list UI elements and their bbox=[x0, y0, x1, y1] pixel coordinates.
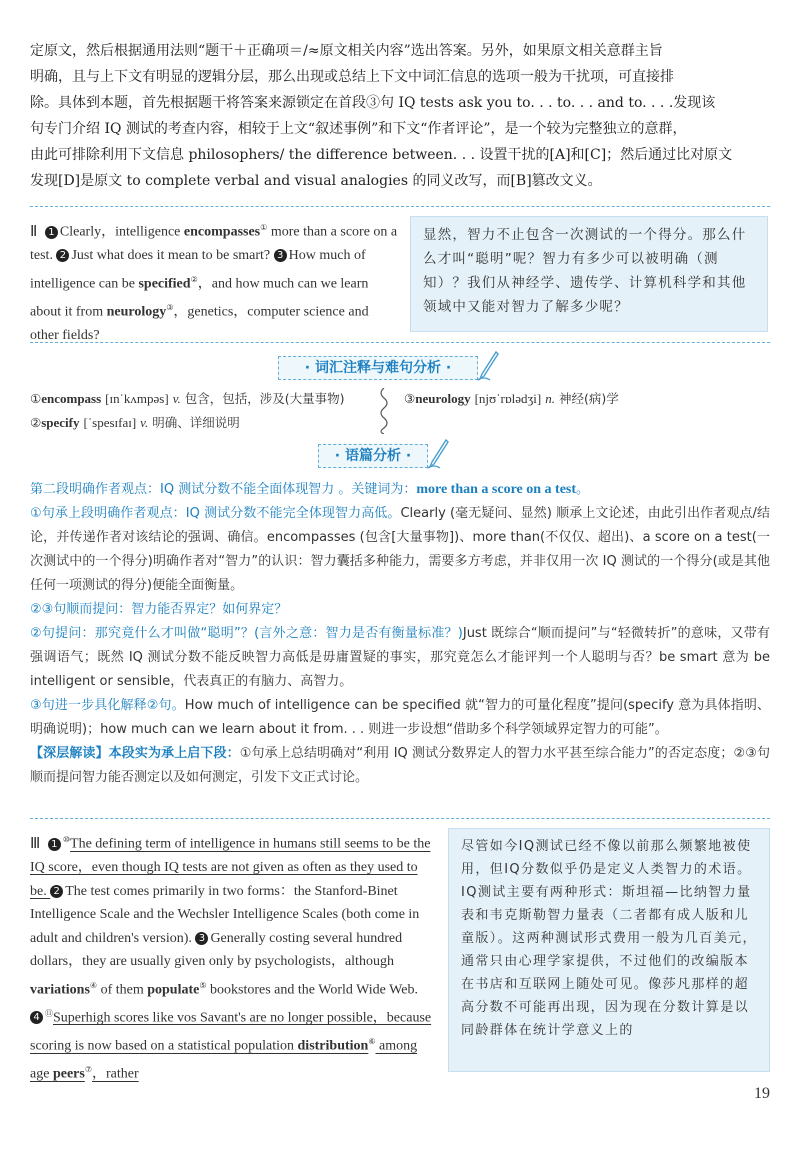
vocab-pos: n. bbox=[545, 391, 555, 406]
sentence-number: 1 bbox=[45, 226, 58, 239]
vocab-num: ① bbox=[30, 391, 42, 406]
sentence-text: Clearly，intelligence bbox=[59, 224, 184, 240]
note-mark: ⑦ bbox=[84, 1065, 92, 1075]
note-mark: ⑤ bbox=[199, 980, 207, 990]
sentence-text: Generally costing several hundred dollars，they are usually given only by psychologists，although bbox=[30, 930, 403, 970]
vocab-meaning: 包含，包括，涉及(大量事物) bbox=[184, 391, 345, 406]
sentence-text: among age bbox=[30, 1038, 418, 1082]
note-mark: ② bbox=[190, 274, 198, 284]
sentence-text: ，rather bbox=[92, 1066, 139, 1082]
sentence-number: 2 bbox=[56, 249, 69, 262]
sentence-number: 3 bbox=[274, 249, 287, 262]
vocab-word: neurology bbox=[415, 391, 471, 406]
vocab-entry bbox=[30, 388, 345, 410]
pen-icon bbox=[474, 350, 500, 382]
note-mark: ③ bbox=[166, 302, 174, 312]
analysis-point bbox=[30, 694, 770, 742]
analysis-point bbox=[30, 478, 770, 502]
intro-line: 发现[D]是原文 to complete verbal and visual analogies 的同义改写，而[B]篡改文义。 bbox=[30, 173, 602, 189]
sentence-number: 4 bbox=[30, 1011, 43, 1024]
vocab-num: ③ bbox=[404, 391, 416, 406]
analysis-text: Clearly (毫无疑问、显然) 顺承上文论述，由此引出作者观点/结论，并传递作者对该结论的强调、确信。encompasses (包含[大量事物])、more than(不仅仅、超出)、a score on a test(一次测试中的一个得分)明确作者对“智力”的认识：智力囊括多种能力，需要多方考虑，并非仅用一次 IQ 测试的一个得分(或是其他任何一项测试的得分)便能全面衡量。 bbox=[30, 506, 771, 593]
vocab-pos: v. bbox=[140, 415, 149, 430]
paragraph-2-english bbox=[30, 216, 398, 347]
keyword: encompasses bbox=[183, 224, 261, 240]
intro-line: 定原文，然后根据通用法则“题干＋正确项＝/≈原文相关内容”选出答案。另外，如果原文相关意群主旨 bbox=[30, 43, 663, 59]
divider bbox=[30, 342, 770, 343]
vocab-meaning: 神经(病)学 bbox=[558, 391, 619, 406]
paragraph-3-english bbox=[30, 828, 436, 1086]
pen-icon bbox=[424, 438, 450, 470]
sentence-text: of them bbox=[97, 982, 148, 998]
vocab-phonetic: [njʊˈrɒlədʒi] bbox=[474, 391, 542, 406]
divider bbox=[30, 818, 770, 819]
intro-line: 由此可排除利用下文信息 philosophers/ the difference between. . . 设置干扰的[A]和[C]；然后通过比对原文 bbox=[30, 147, 733, 163]
sentence-number: 2 bbox=[50, 885, 63, 898]
sentence-text: The test comes primarily in two forms：the Stanford-Binet Intelligence Scale and the Wechsler Intelligence Scales (both come in adult and children's version). bbox=[30, 883, 420, 946]
paragraph-number: Ⅲ bbox=[30, 835, 41, 852]
vocab-entry bbox=[404, 388, 619, 410]
analysis-highlight: 【深层解读】本段实为承上启下段： bbox=[30, 746, 240, 761]
vocab-meaning: 明确、详细说明 bbox=[152, 415, 240, 430]
vocab-entry bbox=[30, 412, 240, 434]
paragraph-3-translation: 尽管如今IQ测试已经不像以前那么频繁地被使用，但IQ分数似乎仍是定义人类智力的术语。IQ测试主要有两种形式：斯坦福—比纳智力量表和韦克斯勒智力量表（二者都有成人版和儿童版）。这两种测试形式费用一般为几百美元，通常只由心理学家提供，不过他们的改编版本在书店和互联网上随处可见。像莎凡那样的超高分数不可能再出现，因为现在分数计算是以同龄群体在统计学意义上的 bbox=[448, 828, 770, 1072]
analysis-text: ①句承上总结明确对“利用 IQ 测试分数界定人的智力水平甚至综合能力”的否定态度；②③句顺而提问智力能否测定以及如何测定，引发下文正式讨论。 bbox=[30, 746, 770, 785]
analysis-highlight: 。 bbox=[576, 482, 590, 497]
sentence-text: bookstores and the World Wide Web. bbox=[206, 982, 418, 998]
analysis-highlight: ①句承上段明确作者观点：IQ 测试分数不能完全体现智力高低。 bbox=[30, 506, 401, 521]
analysis-body bbox=[30, 478, 770, 790]
keyword: populate bbox=[147, 982, 200, 998]
keyword: variations bbox=[30, 982, 90, 998]
sentence-text: How much of intelligence can be bbox=[30, 248, 366, 292]
sentence-text: The defining term of intelligence in humans still seems to be the IQ score，even though IQ tests are not given as often as they used to be. bbox=[30, 836, 431, 899]
vocab-phonetic: [ɪnˈkʌmpəs] bbox=[105, 391, 169, 406]
note-mark: ⑥ bbox=[368, 1036, 376, 1046]
paragraph-number: Ⅱ bbox=[30, 223, 38, 240]
analysis-keyword: more than a score on a test bbox=[416, 482, 577, 497]
keyword: neurology bbox=[106, 304, 167, 320]
sentence-number: 1 bbox=[48, 838, 61, 851]
analysis-text: How much of intelligence can be specified 就“智力的可量化程度”提问(specify 意为具体指明、明确说明)；how much can we learn about it from. . . 则进一步设想“借助多个科学领域界定智力的可能”。 bbox=[30, 698, 770, 737]
divider bbox=[30, 206, 770, 207]
paragraph-2-translation: 显然，智力不止包含一次测试的一个得分。那么什么才叫“聪明”呢？智力有多少可以被明确（测知）？我们从神经学、遗传学、计算机科学和其他领域中又能对智力了解多少呢？ bbox=[410, 216, 768, 332]
analysis-section-title: · 语篇分析 · bbox=[318, 444, 428, 468]
keyword: peers bbox=[52, 1066, 85, 1082]
vocab-word: encompass bbox=[41, 391, 102, 406]
note-mark: ⑩ bbox=[62, 835, 71, 844]
analysis-highlight: ③句进一步具化解释②句。 bbox=[30, 698, 185, 713]
sentence-text: ，and how much can we learn about it from bbox=[30, 276, 369, 320]
analysis-highlight: ②③句顺而提问：智力能否界定？如何界定？ bbox=[30, 602, 288, 617]
note-mark: ⑪ bbox=[45, 1008, 53, 1018]
sentence-number: 3 bbox=[195, 932, 208, 945]
intro-paragraph bbox=[30, 38, 770, 194]
sentence-text: more than a score on a test. bbox=[30, 224, 398, 264]
sentence-text: Superhigh scores like vos Savant's are no longer possible，because scoring is now based on a statistical population bbox=[30, 1010, 432, 1054]
sentence-text: Just what does it mean to be smart? bbox=[71, 248, 274, 264]
vocab-word: specify bbox=[41, 415, 80, 430]
vocab-pos: v. bbox=[172, 391, 181, 406]
analysis-highlight: ②句提问：那究竟什么才叫做“聪明”？(言外之意：智力是否有衡量标准？) bbox=[30, 626, 463, 641]
note-mark: ① bbox=[260, 223, 268, 232]
analysis-highlight: 第二段明确作者观点：IQ 测试分数不能全面体现智力 。关键词为： bbox=[30, 482, 417, 497]
vocab-phonetic: [ˈspesɪfaɪ] bbox=[83, 415, 137, 430]
squiggle-divider bbox=[378, 388, 390, 434]
analysis-point bbox=[30, 502, 770, 598]
sentence-text: ，genetics，computer science and other fields? bbox=[30, 304, 369, 343]
keyword: specified bbox=[138, 276, 191, 292]
intro-line: 除。具体到本题，首先根据题干将答案来源锁定在首段③句 IQ tests ask you to. . . to. . . and to. . . .发现该 bbox=[30, 95, 716, 111]
analysis-point bbox=[30, 742, 770, 790]
intro-line: 明确，且与上下文有明显的逻辑分层，那么出现或总结上下文中词汇信息的选项一般为干扰项，可直接排 bbox=[30, 69, 674, 85]
analysis-point bbox=[30, 598, 770, 622]
intro-line: 句专门介绍 IQ 测试的考查内容，相较于上文“叙述事例”和下文“作者评论”，是一个较为完整独立的意群， bbox=[30, 121, 687, 137]
analysis-text: Just 既综合“顺而提问”与“轻微转折”的意味，又带有强调语气；既然 IQ 测试分数不能反映智力高低是毋庸置疑的事实，那究竟怎么才能评判一个人聪明与否？be smart 意为 be intelligent or sensible，代表真正的有脑力、高智力。 bbox=[30, 626, 771, 689]
note-mark: ④ bbox=[89, 980, 98, 990]
vocab-num: ② bbox=[30, 415, 42, 430]
page-number: 19 bbox=[754, 1085, 770, 1102]
analysis-point bbox=[30, 622, 770, 694]
keyword: distribution bbox=[297, 1038, 369, 1054]
vocab-section-title: · 词汇注释与难句分析 · bbox=[278, 356, 478, 380]
